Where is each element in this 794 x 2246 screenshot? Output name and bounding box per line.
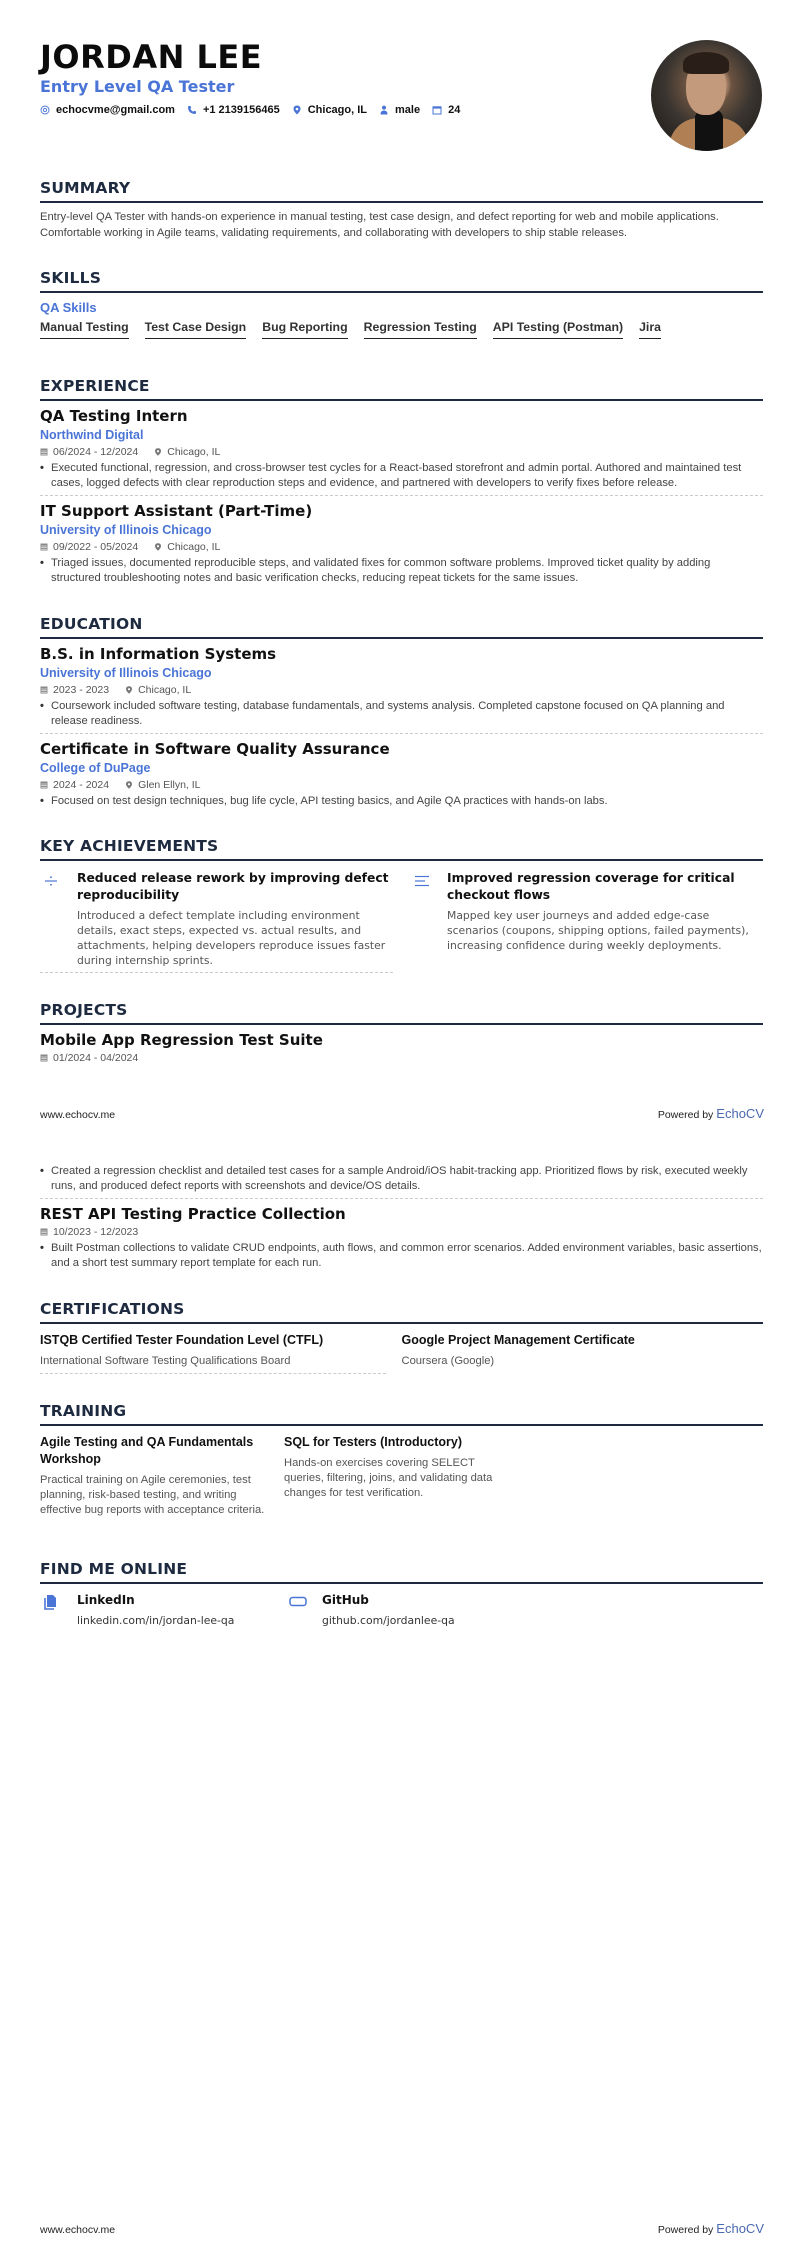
link-label: LinkedIn (77, 1593, 135, 1607)
skill-tag: API Testing (Postman) (493, 320, 623, 339)
location-pin-icon (154, 448, 162, 456)
page-footer (40, 2221, 764, 2236)
skill-tag: Bug Reporting (262, 320, 347, 339)
email-text: echocvme@gmail.com (56, 104, 175, 116)
resume-header (40, 38, 640, 116)
training-desc: Hands-on exercises covering SELECT queries, filtering, joins, and validating data changes for test verification. (284, 1457, 493, 1499)
entry-meta (40, 1225, 763, 1239)
achievement-title: Reduced release rework by improving defect reproducibility (77, 871, 389, 902)
avatar-hair (683, 52, 729, 74)
training-section (40, 1401, 763, 1518)
link-url[interactable]: github.com/jordanlee-qa (322, 1614, 455, 1627)
bullet-item: • Created a regression checklist and detailed test cases for a sample Android/iOS habit-tracking app. Prioritized flows by risk, executed weekly runs, and produced defect reports with screenshots and device/OS details. (40, 1165, 748, 1192)
contact-email[interactable] (40, 104, 175, 116)
school-name: College of DuPage (40, 761, 151, 775)
avatar (651, 40, 762, 151)
link-label: GitHub (322, 1593, 369, 1607)
footer-site-link[interactable]: www.echocv.me (40, 1109, 116, 1121)
bullet-item: • Coursework included software testing, database fundamentals, and systems analysis. Completed capstone focused on QA planning and release readiness. (40, 700, 725, 727)
certification-issuer: International Software Testing Qualifications Board (40, 1355, 291, 1367)
location: Chicago, IL (138, 684, 192, 696)
project-name: REST API Testing Practice Collection (40, 1205, 346, 1223)
summary-section (40, 178, 763, 241)
achievement-desc: Introduced a defect template including environment details, exact steps, expected vs. actual results, and attachments, helping developers reproduce issues faster during internship sprints. (77, 909, 386, 967)
footer-site-link[interactable]: www.echocv.me (40, 2224, 116, 2236)
gender-text: male (395, 104, 421, 116)
linkedin-icon (44, 1594, 58, 1610)
calendar-icon (40, 448, 48, 456)
align-left-icon (414, 874, 430, 888)
training-name: SQL for Testers (Introductory) (284, 1435, 463, 1449)
education-section (40, 614, 763, 813)
training-desc: Practical training on Agile ceremonies, test planning, risk-based testing, and writing effective bug reports with acceptance criteria. (40, 1474, 265, 1516)
entry-meta (40, 445, 763, 459)
certifications-section (40, 1299, 763, 1374)
job-role: IT Support Assistant (Part-Time) (40, 502, 313, 520)
achievements-grid (40, 870, 763, 973)
calendar-icon (40, 543, 48, 551)
date-range: 2023 - 2023 (53, 684, 110, 696)
resume-page-2 (0, 1123, 794, 2246)
skill-tag: Test Case Design (145, 320, 247, 339)
experience-entry (40, 406, 763, 496)
footer-powered: Powered by EchoCV (657, 1106, 764, 1121)
degree-name: Certificate in Software Quality Assurance (40, 740, 390, 758)
section-title-training: TRAINING (40, 1401, 763, 1426)
project-entry (40, 1030, 763, 1069)
at-icon (40, 105, 50, 115)
certification-name: Google Project Management Certificate (401, 1333, 635, 1347)
link-github[interactable] (285, 1592, 530, 1628)
location-text: Chicago, IL (307, 104, 367, 116)
training-grid (40, 1434, 763, 1518)
training-name: Agile Testing and QA Fundamentals Workshop (40, 1435, 254, 1466)
job-role: QA Testing Intern (40, 407, 188, 425)
projects-section (40, 1000, 763, 1069)
bullet-item: • Executed functional, regression, and cross-browser test cycles for a React-based storefront and admin portal. Authored and maintained test cases, logged defects with clear reproduction steps and evidence, and partnered with developers to verify fixes before release. (40, 462, 742, 489)
contact-phone[interactable] (187, 104, 280, 116)
bullet-item: • Focused on test design techniques, bug life cycle, API testing basics, and Agile QA practices with hands-on labs. (40, 795, 608, 807)
project-entry (40, 1204, 763, 1275)
age-text: 24 (448, 104, 461, 116)
education-entry (40, 739, 763, 813)
calendar-icon (432, 105, 442, 115)
location-pin-icon (292, 105, 302, 115)
divide-icon (44, 874, 58, 888)
date-range: 09/2022 - 05/2024 (53, 541, 139, 553)
achievement-item (410, 870, 763, 973)
footer-brand[interactable]: EchoCV (716, 2221, 764, 2236)
degree-name: B.S. in Information Systems (40, 645, 277, 663)
section-title-online: FIND ME ONLINE (40, 1559, 763, 1584)
date-range: 01/2024 - 04/2024 (53, 1052, 139, 1064)
section-title-projects: PROJECTS (40, 1000, 763, 1025)
section-title-education: EDUCATION (40, 614, 763, 639)
contact-location (292, 104, 367, 116)
online-links (40, 1592, 763, 1628)
skill-group-label: QA Skills (40, 300, 97, 315)
certification-item (402, 1332, 748, 1374)
achievements-section (40, 836, 763, 973)
skill-tag: Manual Testing (40, 320, 129, 339)
calendar-icon (40, 1054, 48, 1062)
training-item (284, 1434, 516, 1518)
skill-tag: Jira (639, 320, 661, 339)
location-pin-icon (125, 781, 133, 789)
skill-tag: Regression Testing (364, 320, 477, 339)
date-range: 10/2023 - 12/2023 (53, 1226, 139, 1238)
experience-entry (40, 501, 763, 590)
phone-text: +1 2139156465 (202, 104, 280, 116)
footer-powered: Powered by EchoCV (657, 2221, 764, 2236)
company-name: University of Illinois Chicago (40, 523, 212, 537)
bullet-item: • Built Postman collections to validate CRUD endpoints, auth flows, and common error scenarios. Added environment variables, basic assertions, and a short test summary report template for each run. (40, 1242, 762, 1269)
github-icon (289, 1595, 307, 1607)
date-range: 06/2024 - 12/2024 (53, 446, 139, 458)
training-item (40, 1434, 272, 1518)
footer-brand[interactable]: EchoCV (716, 1106, 764, 1121)
location: Glen Ellyn, IL (138, 779, 201, 791)
section-title-summary: SUMMARY (40, 178, 763, 203)
candidate-name: JORDAN LEE (40, 38, 263, 76)
section-title-achievements: KEY ACHIEVEMENTS (40, 836, 763, 861)
education-entry (40, 644, 763, 734)
online-section (40, 1559, 763, 1628)
calendar-icon (40, 781, 48, 789)
calendar-icon (40, 686, 48, 694)
contact-age (432, 104, 460, 116)
section-title-experience: EXPERIENCE (40, 376, 763, 401)
contact-row (40, 104, 640, 116)
entry-meta (40, 540, 763, 554)
achievement-desc: Mapped key user journeys and added edge-case scenarios (coupons, shipping options, failed payments), increasing confidence during weekly deployments. (447, 909, 749, 952)
location: Chicago, IL (167, 446, 221, 458)
bullet-item: • Triaged issues, documented reproducible steps, and validated fixes for common software problems. Improved ticket quality by adding structured troubleshooting notes and basic verification checks, reducing repeat tickets for the same issues. (40, 557, 711, 584)
certification-issuer: Coursera (Google) (401, 1355, 495, 1367)
date-range: 2024 - 2024 (53, 779, 110, 791)
project-entry-continued (40, 1164, 763, 1199)
certifications-grid (40, 1332, 763, 1374)
entry-meta (40, 1051, 763, 1065)
calendar-icon (40, 1228, 48, 1236)
school-name: University of Illinois Chicago (40, 666, 212, 680)
company-name: Northwind Digital (40, 428, 144, 442)
experience-section (40, 376, 763, 590)
entry-meta (40, 683, 763, 697)
projects-section-continued (40, 1162, 763, 1275)
link-linkedin[interactable] (40, 1592, 285, 1628)
page-footer (40, 1106, 764, 1121)
project-name: Mobile App Regression Test Suite (40, 1031, 323, 1049)
skills-section (40, 268, 763, 339)
candidate-title: Entry Level QA Tester (40, 77, 235, 96)
avatar-turtleneck (695, 110, 723, 151)
contact-gender (379, 104, 420, 116)
location-pin-icon (125, 686, 133, 694)
location: Chicago, IL (167, 541, 221, 553)
link-url[interactable]: linkedin.com/in/jordan-lee-qa (77, 1614, 235, 1627)
certification-item (40, 1332, 386, 1374)
entry-meta (40, 778, 763, 792)
certification-name: ISTQB Certified Tester Foundation Level (CTFL) (40, 1333, 324, 1347)
location-pin-icon (154, 543, 162, 551)
achievement-title: Improved regression coverage for critical checkout flows (447, 871, 735, 902)
skill-list (40, 320, 763, 339)
phone-icon (187, 105, 197, 115)
summary-text: Entry-level QA Tester with hands-on experience in manual testing, test case design, and defect reporting for web and mobile applications. Comfortable working in Agile teams, validating requirements, and collaborating with developers to ship stable releases. (40, 211, 719, 239)
achievement-item (40, 870, 393, 973)
section-title-skills: SKILLS (40, 268, 763, 293)
person-icon (379, 105, 389, 115)
section-title-certifications: CERTIFICATIONS (40, 1299, 763, 1324)
